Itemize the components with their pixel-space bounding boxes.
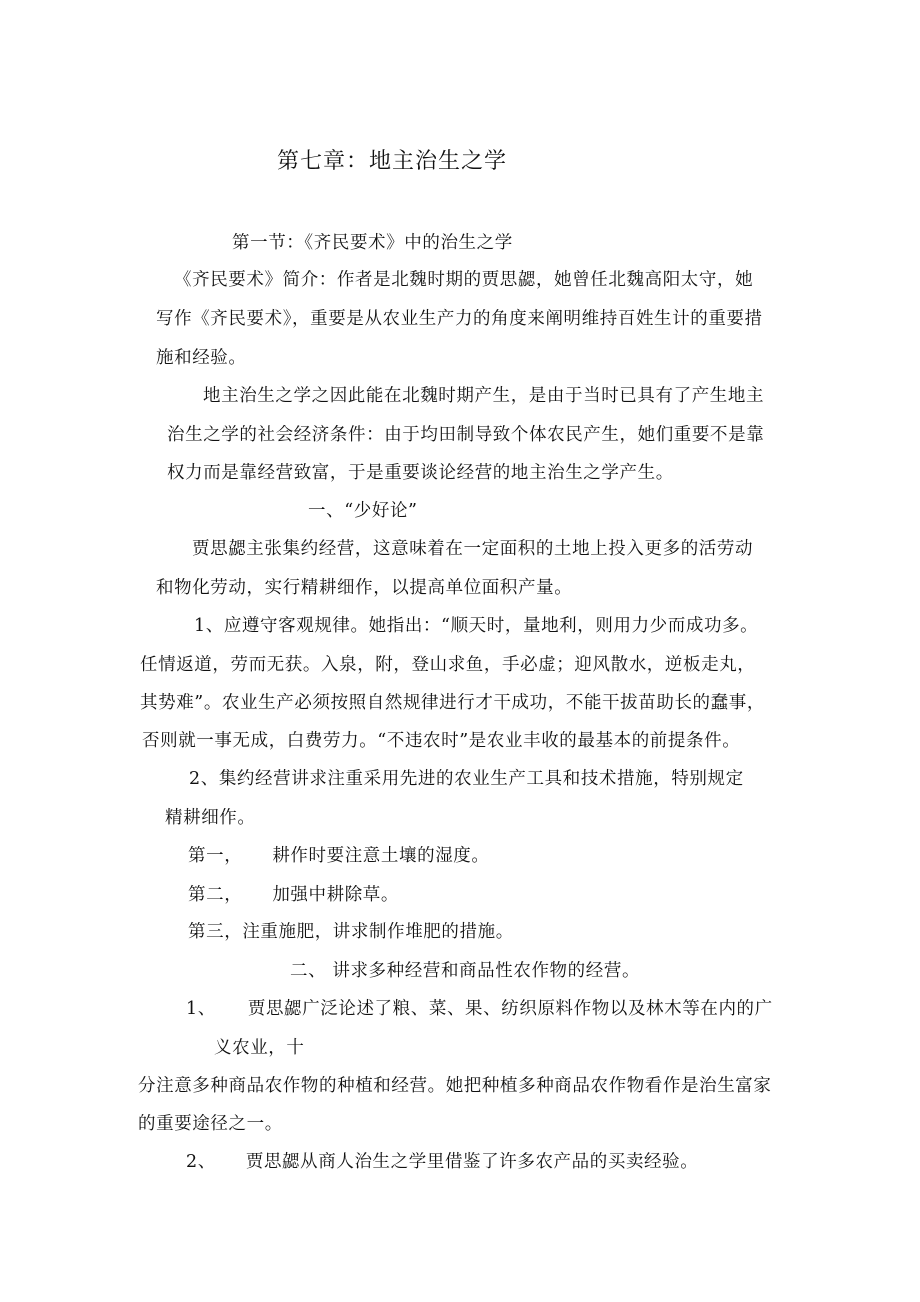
paragraph-line: 治生之学的社会经济条件：由于均田制导致个体农民产生，她们重要不是靠 <box>167 425 765 445</box>
paragraph-line: 的重要途径之一。 <box>138 1114 283 1134</box>
measure-item <box>188 844 490 868</box>
paragraph-line: 贾思勰从商人治生之学里借鉴了许多农产品的买卖经验。 <box>245 1152 699 1172</box>
measure-text: 注重施肥，讲求制作堆肥的措施。 <box>242 922 514 942</box>
measure-label: 第二， <box>188 885 243 905</box>
paragraph-line: 任情返道，劳而无获。入泉，附，登山求鱼，手必虚；迎风散水，逆板走丸， <box>140 655 756 675</box>
paragraph-line: 2、集约经营讲求注重采用先进的农业生产工具和技术措施，特别规定 <box>189 769 744 789</box>
item-number: 1、 <box>186 999 216 1019</box>
measure-label: 第一， <box>188 846 243 866</box>
paragraph-line: 1、应遵守客观规律。她指出：“顺天时，量地利，则用力少而成功多。 <box>194 616 759 636</box>
paragraph-line: 其势难”。农业生产必须按照自然规律进行才干成功，不能干拔苗助长的蠢事， <box>140 693 765 713</box>
paragraph-line: 精耕细作。 <box>165 808 256 828</box>
item-number: 2、 <box>186 1152 216 1172</box>
paragraph-line: 地主治生之学之因此能在北魏时期产生，是由于当时已具有了产生地主 <box>203 386 765 406</box>
measure-item <box>188 883 399 907</box>
part1-heading: 一、“少好论” <box>308 501 418 521</box>
section-heading: 第一节：《齐民要术》中的治生之学 <box>232 233 513 253</box>
chapter-title: 第七章：地主治生之学 <box>277 149 508 174</box>
paragraph-line: 贾思勰主张集约经营，这意味着在一定面积的土地上投入更多的活劳动 <box>192 539 754 559</box>
paragraph-line: 权力而是靠经营致富，于是重要谈论经营的地主治生之学产生。 <box>167 463 674 483</box>
paragraph-line: 施和经验。 <box>156 348 247 368</box>
paragraph-line: 和物化劳动，实行精耕细作，以提高单位面积产量。 <box>156 578 573 598</box>
paragraph-line: 贾思勰广泛论述了粮、菜、果、纺织原料作物以及林木等在内的广 <box>247 999 773 1019</box>
measure-label: 第三， <box>188 922 243 942</box>
paragraph-line: 分注意多种商品农作物的种植和经营。她把种植多种商品农作物看作是治生富家 <box>138 1076 772 1096</box>
paragraph-line: 义农业，十 <box>214 1038 305 1058</box>
paragraph-line: 否则就一事无成，白费劳力。“不违农时”是农业丰收的最基本的前提条件。 <box>142 731 741 751</box>
part2-heading: 二、 讲求多种经营和商品性农作物的经营。 <box>290 961 641 981</box>
item-first-line <box>186 997 773 1021</box>
measure-text: 耕作时要注意土壤的湿度。 <box>272 846 490 866</box>
part2-item2 <box>186 1150 698 1174</box>
measure-text: 加强中耕除草。 <box>272 885 400 905</box>
measure-item <box>188 920 514 944</box>
paragraph-line: 《齐民要术》简介：作者是北魏时期的贾思勰，她曾任北魏高阳太守，她 <box>174 270 754 290</box>
paragraph-line: 写作《齐民要术》，重要是从农业生产力的角度来阐明维持百姓生计的重要措 <box>156 309 763 329</box>
